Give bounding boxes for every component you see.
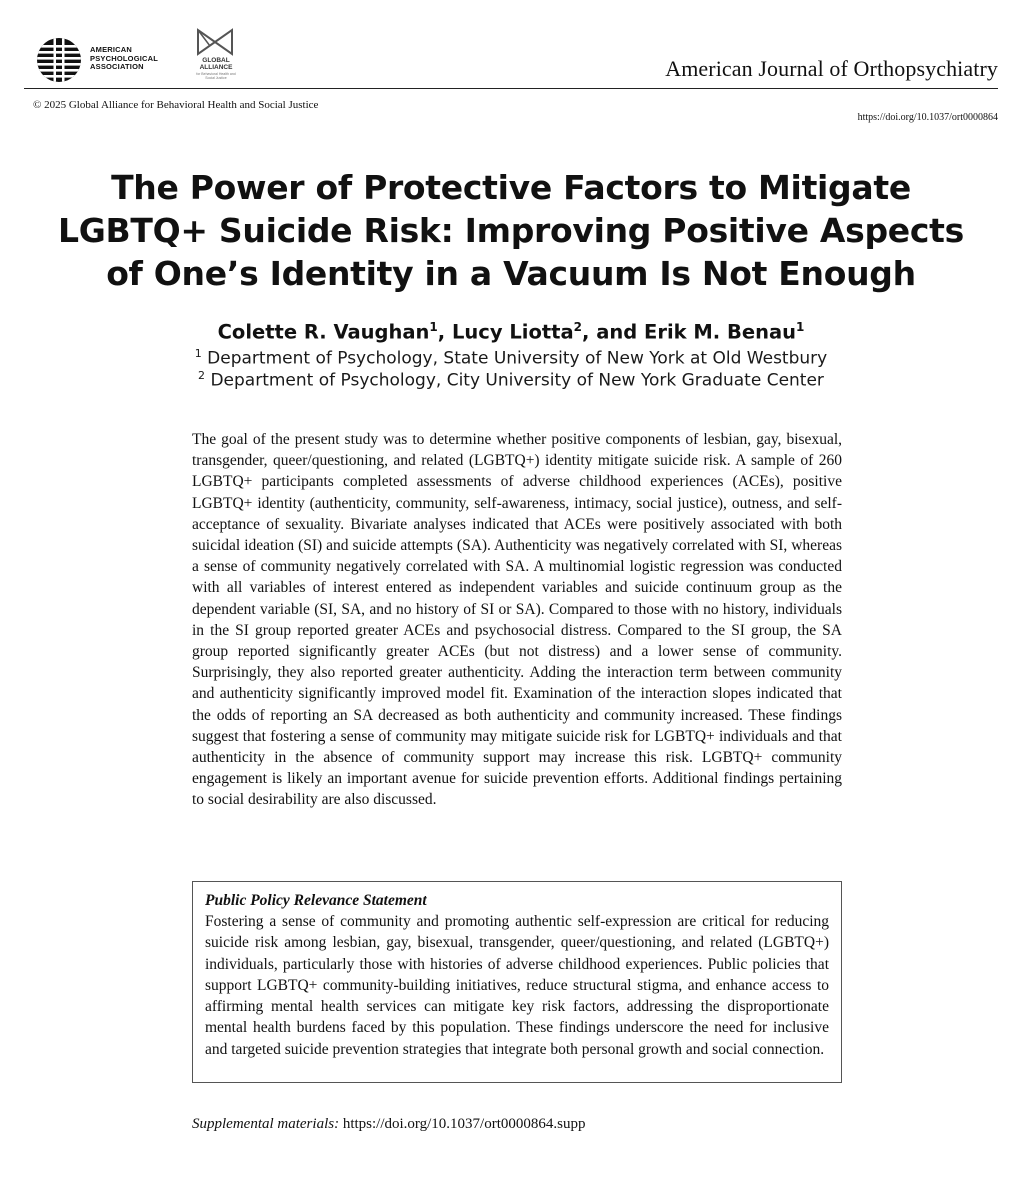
journal-name: American Journal of Orthopsychiatry: [665, 56, 998, 81]
article-title: The Power of Protective Factors to Mitigate LGBTQ+ Suicide Risk: Improving Positive Aspects of One’s Identity in a Vacuum Is Not Enough: [58, 168, 964, 293]
supplemental-label: Supplemental materials:: [192, 1116, 340, 1132]
affiliation-marker: 1: [194, 347, 202, 360]
author-affiliation-marker: 2: [573, 320, 583, 334]
abstract-text: The goal of the present study was to determine whether positive components of lesbian, gay, bisexual, transgender, queer/questioning, and related (LGBTQ+) identity mitigate suicide risk. A sample of 260 LGBTQ+ participants completed assessments of adverse childhood experiences (ACEs), positive LGBTQ+ identity (authenticity, community, self-awareness, intimacy, social justice), outness, and self-acceptance of sexuality. Bivariate analyses indicated that ACEs were positively associated with both suicidal ideation (SI) and suicide attempts (SA). Authenticity was negatively correlated with SI, whereas a sense of community negatively correlated with SA. A multinomial logistic regression was conducted with all variables of interest entered as independent variables and suicide continuum group as the dependent variable (SI, SA, and no history of SI or SA). Compared to those with no history, individuals in the SI group reported greater ACEs and psychosocial distress. Compared to the SI group, the SA group reported significantly greater ACEs (but not distress) and a lower sense of community. Surprisingly, they also reported greater authenticity. Adding the interaction term between community and authenticity significantly improved model fit. Examination of the interaction slopes indicated that the odds of reporting an SA decreased as both authenticity and community increased. These findings suggest that fostering a sense of community may mitigate suicide risk for LGBTQ+ individuals and that authenticity in the absence of community support may increase this risk. LGBTQ+ community engagement is likely an important avenue for suicide prevention efforts. Additional findings pertaining to social desirability are also discussed.: [192, 431, 842, 809]
author-affiliation-marker: 1: [429, 320, 438, 334]
global-alliance-logo-subtext: for Behavioral Health and Social Justice: [196, 72, 236, 80]
global-alliance-logo-text: GLOBAL ALLIANCE: [199, 57, 233, 71]
author-name[interactable]: Erik M. Benau: [644, 320, 797, 344]
apa-logo-text: AMERICAN PSYCHOLOGICAL ASSOCIATION: [90, 45, 159, 71]
author-name[interactable]: Colette R. Vaughan: [217, 320, 430, 344]
policy-relevance-box: [192, 881, 842, 1083]
affiliation-text: Department of Psychology, State University of New York at Old Westbury: [207, 348, 828, 369]
copyright-notice: © 2025 Global Alliance for Behavioral Health and Social Justice: [33, 99, 319, 111]
author-name[interactable]: Lucy Liotta: [451, 320, 574, 344]
supplemental-link[interactable]: https://doi.org/10.1037/ort0000864.supp: [342, 1116, 586, 1132]
doi-link[interactable]: https://doi.org/10.1037/ort0000864: [857, 112, 998, 123]
author-affiliation-marker: 1: [796, 320, 805, 334]
policy-heading: Public Policy Relevance Statement: [205, 892, 427, 909]
author-list: [0, 320, 1022, 344]
author-separator: ,: [437, 320, 452, 344]
author-separator: , and: [582, 320, 645, 344]
header-rule: [24, 88, 998, 89]
page-header: [0, 0, 1022, 130]
affiliation-marker: 2: [198, 369, 206, 382]
affiliation-text: Department of Psychology, City University of New York Graduate Center: [210, 370, 824, 391]
affiliation: [0, 369, 1022, 391]
policy-text: Fostering a sense of community and promoting authentic self-expression are critical for reducing suicide risk among lesbian, gay, bisexual, transgender, queer/questioning, and related (LGBTQ+) individuals, particularly those with histories of adverse childhood experiences. Public policies that support LGBTQ+ community-building initiatives, reduce structural stigma, and enhance access to affirming mental health services can mitigate key risk factors, addressing the disproportionate mental health burdens faced by this population. These findings underscore the need for inclusive and targeted suicide prevention strategies that integrate both personal growth and social connection.: [205, 913, 829, 1058]
affiliation: [0, 347, 1022, 369]
supplemental-materials: [192, 1116, 585, 1133]
